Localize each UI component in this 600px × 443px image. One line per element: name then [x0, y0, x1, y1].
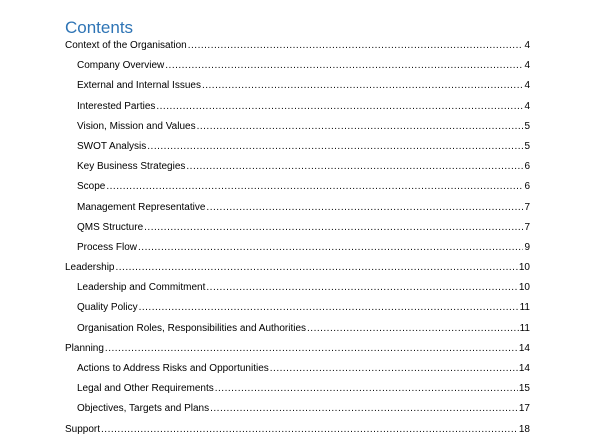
toc-entry-title: Planning: [65, 342, 104, 354]
toc-entry-subsection[interactable]: [65, 140, 530, 160]
toc-entry-subsection[interactable]: [65, 301, 530, 321]
toc-entry-subsection[interactable]: [65, 322, 530, 342]
toc-heading: Contents: [65, 18, 134, 37]
toc-entry-page-number: 10: [518, 262, 530, 274]
toc-dot-leader: [139, 301, 519, 315]
toc-entry-page-number: 4: [524, 40, 530, 51]
toc-entry-title: Organisation Roles, Responsibilities and Authorities: [77, 322, 307, 334]
toc-dot-leader: [307, 322, 519, 336]
toc-entry-page-number: 18: [518, 423, 530, 435]
toc-entry-page-number: 10: [518, 282, 530, 294]
toc-entry-page-number: 5: [524, 140, 530, 152]
toc-entry-title: QMS Structure: [77, 221, 144, 233]
toc-entry-page-number: 11: [519, 322, 530, 334]
toc-dot-leader: [206, 281, 517, 295]
toc-entry-title: SWOT Analysis: [77, 140, 147, 152]
toc-entry-title: Interested Parties: [77, 100, 156, 112]
toc-entry-subsection[interactable]: [65, 382, 530, 402]
toc-entry-page-number: 17: [518, 403, 530, 415]
toc-dot-leader: [138, 241, 523, 255]
toc-entry-title: Legal and Other Requirements: [77, 383, 214, 395]
toc-entry-subsection[interactable]: [65, 120, 530, 140]
toc-entry-subsection[interactable]: [65, 160, 530, 180]
toc-entry-section[interactable]: [65, 423, 530, 443]
toc-entry-title: Quality Policy: [77, 302, 138, 314]
toc-entry-page-number: 7: [524, 201, 530, 213]
toc-entry-subsection[interactable]: [65, 79, 530, 99]
toc-dot-leader: [210, 402, 518, 416]
toc-entry-title: Context of the Organisation: [65, 40, 187, 51]
toc-entry-page-number: 5: [524, 120, 530, 132]
toc-entry-title: Company Overview: [77, 60, 165, 72]
toc-entry-subsection[interactable]: [65, 221, 530, 241]
toc-dot-leader: [188, 39, 524, 53]
toc-dot-leader: [147, 140, 523, 154]
toc-dot-leader: [202, 79, 523, 93]
toc-dot-leader: [270, 362, 518, 376]
toc-entry-subsection[interactable]: [65, 100, 530, 120]
toc-dot-leader: [186, 160, 523, 174]
toc-entry-title: Leadership and Commitment: [77, 282, 206, 294]
toc-entry-page-number: 11: [519, 302, 530, 314]
toc-dot-leader: [197, 120, 524, 134]
toc-entry-title: Scope: [77, 181, 106, 193]
toc-entry-page-number: 7: [524, 221, 530, 233]
toc-dot-leader: [101, 423, 518, 437]
toc-dot-leader: [106, 180, 523, 194]
toc-entry-title: Process Flow: [77, 241, 138, 253]
toc-entry-section[interactable]: [65, 39, 530, 59]
toc-entry-title: Key Business Strategies: [77, 161, 186, 173]
toc-entry-title: Leadership: [65, 262, 115, 274]
toc-entry-page-number: 9: [524, 241, 530, 253]
toc-entry-title: Actions to Address Risks and Opportunities: [77, 363, 269, 374]
toc-entry-section[interactable]: [65, 342, 530, 362]
toc-entry-subsection[interactable]: [65, 402, 530, 422]
toc-dot-leader: [156, 100, 523, 114]
toc-entry-page-number: 14: [518, 363, 530, 374]
toc-entry-page-number: 4: [524, 60, 530, 72]
toc-entry-subsection[interactable]: [65, 241, 530, 261]
toc-list: [65, 39, 530, 443]
toc-dot-leader: [105, 342, 518, 356]
toc-dot-leader: [165, 59, 523, 73]
toc-entry-subsection[interactable]: [65, 281, 530, 301]
toc-entry-page-number: 6: [524, 181, 530, 193]
toc-entry-title: Vision, Mission and Values: [77, 120, 196, 132]
toc-dot-leader: [144, 221, 523, 235]
toc-entry-section[interactable]: [65, 261, 530, 281]
toc-entry-page-number: 4: [524, 100, 530, 112]
toc-entry-page-number: 14: [518, 342, 530, 354]
toc-entry-title: External and Internal Issues: [77, 80, 201, 92]
toc-entry-subsection[interactable]: [65, 59, 530, 79]
toc-entry-subsection[interactable]: [65, 362, 530, 382]
toc-entry-page-number: 4: [524, 80, 530, 92]
toc-dot-leader: [115, 261, 517, 275]
toc-entry-title: Objectives, Targets and Plans: [77, 403, 210, 415]
toc-entry-subsection[interactable]: [65, 180, 530, 200]
toc-dot-leader: [206, 201, 523, 215]
toc-dot-leader: [215, 382, 518, 396]
toc-entry-subsection[interactable]: [65, 201, 530, 221]
toc-entry-title: Management Representative: [77, 201, 206, 213]
toc-entry-page-number: 6: [524, 161, 530, 173]
toc-entry-page-number: 15: [518, 383, 530, 395]
toc-entry-title: Support: [65, 423, 101, 435]
